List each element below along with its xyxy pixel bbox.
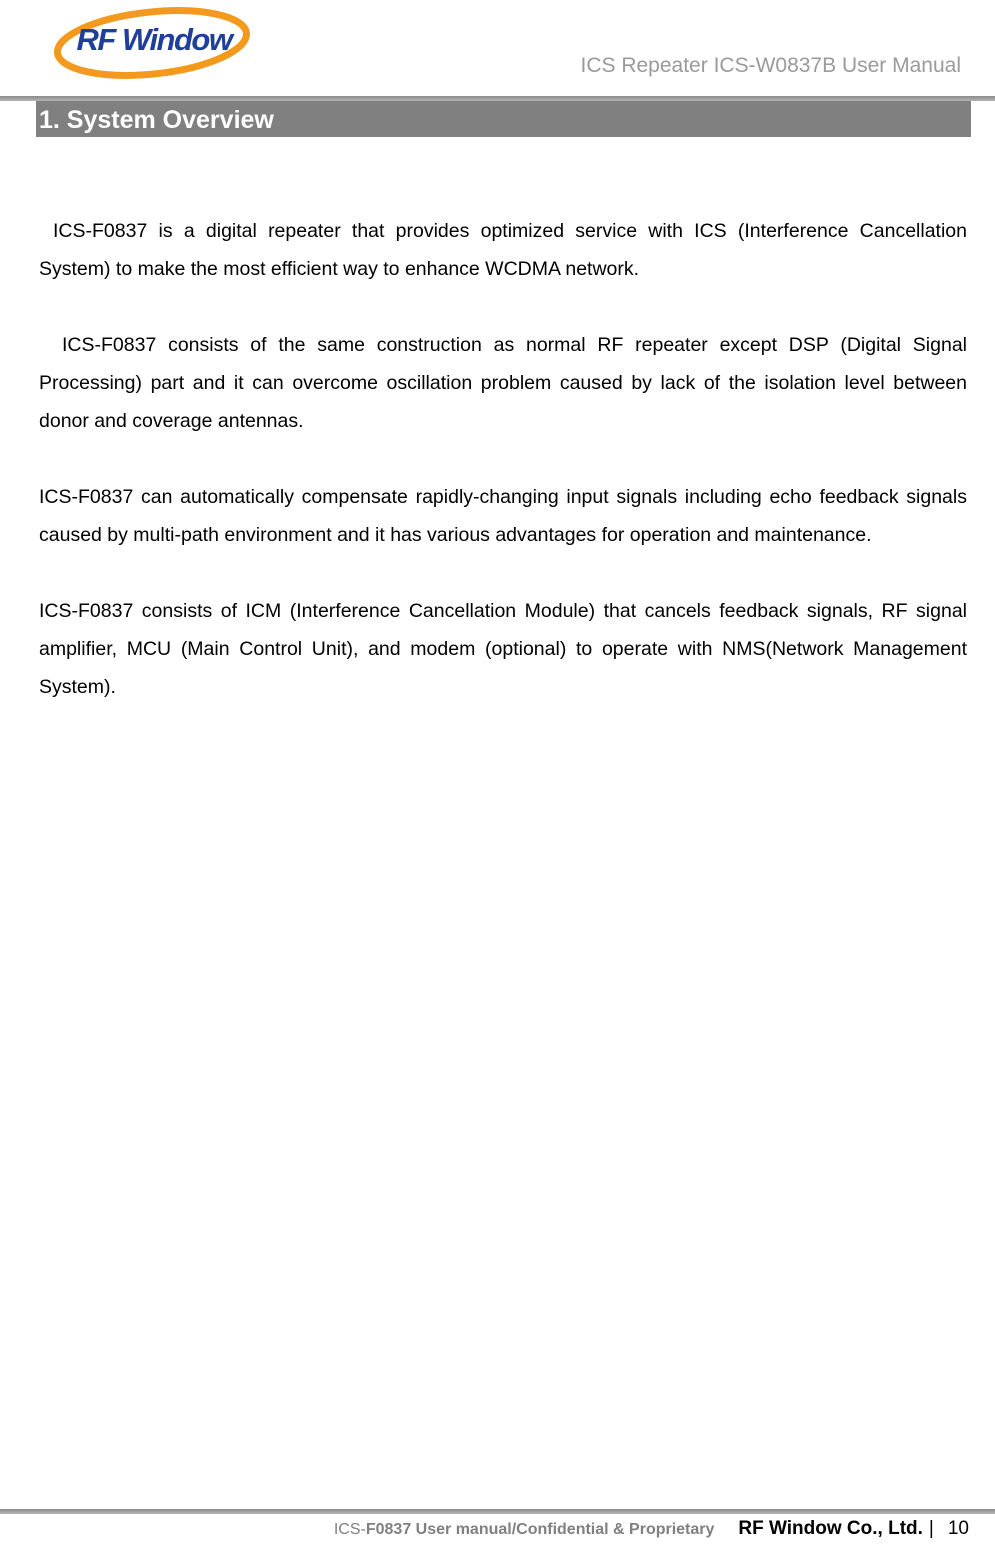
company-logo	[52, 6, 252, 80]
footer-doc-prefix: ICS-	[333, 1521, 366, 1538]
footer-document-label	[334, 1521, 715, 1539]
footer-divider	[0, 1509, 995, 1514]
footer-company: RF Window Co., Ltd.	[738, 1518, 923, 1539]
body-content	[39, 212, 967, 744]
footer-doc-title: F0837 User manual/Confidential & Proprietary	[365, 1521, 715, 1538]
paragraph-construction: ICS-F0837 consists of the same construction as normal RF repeater except DSP (Digital Signal Processing) part and it can overcome oscillation problem caused by lack of the isolation level between donor and coverage antennas.	[39, 334, 967, 432]
footer-separator: |	[928, 1518, 934, 1539]
paragraph-overview: ICS-F0837 is a digital repeater that provides optimized service with ICS (Interference Cancellation System) to make the most efficient way to enhance WCDMA network.	[39, 220, 967, 280]
paragraph-components: ICS-F0837 consists of ICM (Interference Cancellation Module) that cancels feedback signals, RF signal amplifier, MCU (Main Control Unit), and modem (optional) to operate with NMS(Network Management System).	[39, 600, 967, 698]
paragraph-compensation: ICS-F0837 can automatically compensate rapidly-changing input signals including echo feedback signals caused by multi-path environment and it has various advantages for operation and maintenance.	[39, 486, 967, 546]
page-footer	[334, 1518, 969, 1544]
page-number: 10	[947, 1518, 969, 1539]
section-heading: 1. System Overview	[36, 101, 971, 137]
manual-title: ICS Repeater ICS-W0837B User Manual	[580, 54, 961, 77]
logo-text: RF Window	[76, 22, 232, 57]
